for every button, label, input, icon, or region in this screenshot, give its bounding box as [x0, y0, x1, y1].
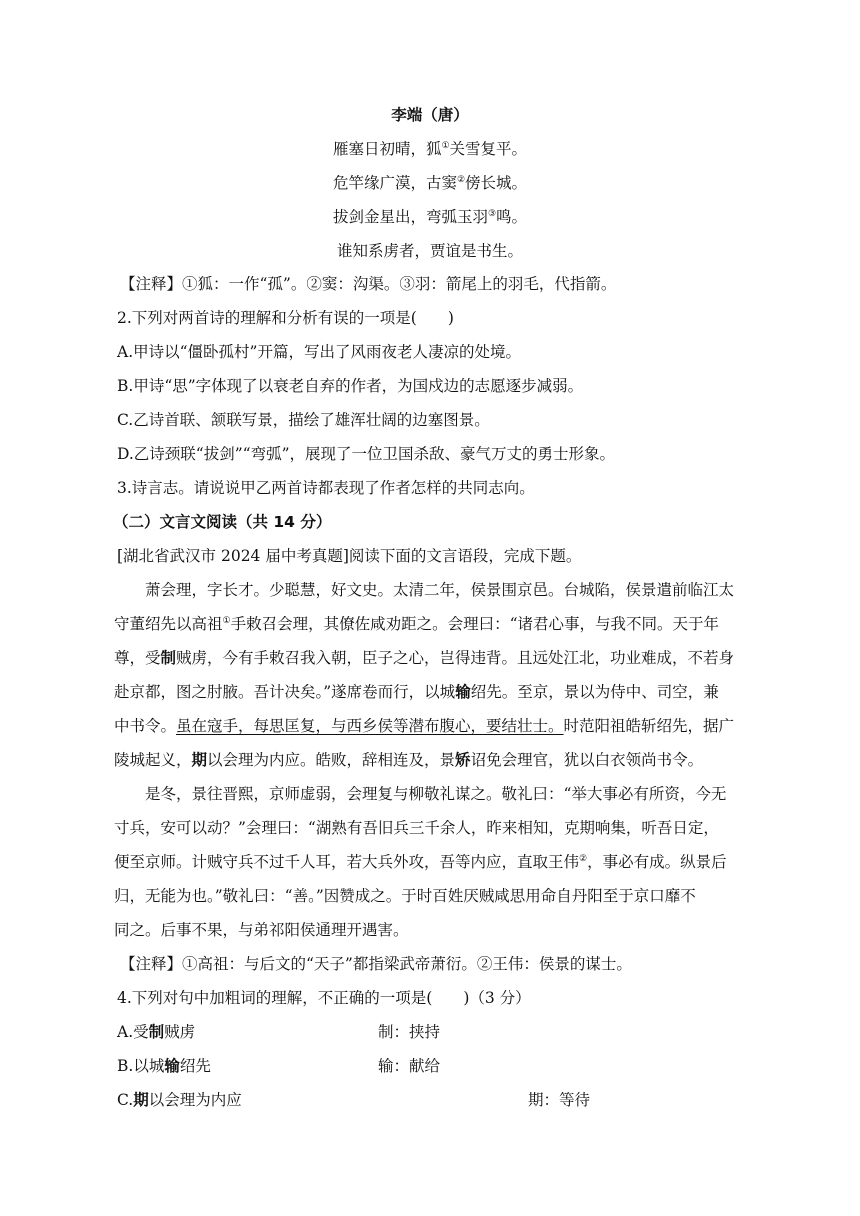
poem-line-1-a: 雁塞日初晴，狐 — [332, 140, 442, 158]
bold-word: 制 — [148, 1023, 165, 1041]
poem-note: 【注释】①狐：一作“孤”。②窦：沟渠。③羽：箭尾上的羽毛，代指箭。 — [120, 275, 617, 293]
text-span: 便至京师。计贼守兵不过千人耳，若大兵外攻，吾等内应，直取王伟 — [114, 853, 580, 871]
poem-line-3 — [0, 206, 860, 228]
passage-note: 【注释】①高祖：与后文的“天子”都指梁武帝萧衍。②王伟：侯景的谋士。 — [120, 955, 632, 973]
question-2-stem: 2.下列对两首诗的理解和分析有误的一项是( ) — [117, 309, 454, 327]
question-2-option-d: D.乙诗颈联“拔剑”“弯弧”，展现了一位卫国杀敌、豪气万丈的勇士形象。 — [117, 445, 616, 463]
poem-line-3-a: 拔剑金星出，弯弧玉羽 — [332, 208, 488, 226]
question-4-option-c-gloss: 期：等待 — [528, 1091, 591, 1109]
question-4-option-a-gloss: 制：挟持 — [378, 1023, 441, 1041]
question-2-option-a: A.甲诗以“僵卧孤村”开篇，写出了风雨夜老人凄凉的处境。 — [117, 343, 521, 361]
text-span: 赴京都，图之肘腋。吾计决矣。”遂席卷而行，以城 — [114, 683, 456, 701]
poem-line-2 — [0, 172, 860, 194]
text-span: 以会理为内应 — [148, 1091, 242, 1109]
poem-line-2-a: 危竿缘广漠，古窦 — [332, 174, 457, 192]
footnote-marker: ③ — [487, 209, 497, 219]
bold-word: 矫 — [455, 751, 471, 769]
passage-p1-line-2 — [114, 613, 719, 635]
source-note: [湖北省武汉市 2024 届中考真题]阅读下面的文言语段，完成下题。 — [117, 547, 582, 565]
text-span: 守董绍先以高祖 — [114, 615, 223, 633]
text-span: A.受 — [117, 1023, 149, 1041]
question-3-stem: 3.诗言志。请说说甲乙两首诗都表现了作者怎样的共同志向。 — [117, 479, 535, 497]
passage-p2-line-4: 归，无能为也。”敬礼曰：“善。”因赞成之。于时百姓厌贼咸思用命自丹阳至于京口靡不 — [114, 887, 696, 905]
footnote-marker: ① — [222, 616, 231, 626]
text-span: 尊，受 — [114, 649, 161, 667]
text-span: 绍先。至京，景以为侍中、司空，兼 — [470, 683, 719, 701]
question-2-option-b: B.甲诗“思”字体现了以衰老自弃的作者，为国戍边的志愿逐步减弱。 — [117, 377, 584, 395]
text-span: 时范阳祖皓斩绍先，据广 — [563, 717, 735, 735]
text-span: 以会理为内应。皓败，辞相连及，景 — [207, 751, 456, 769]
text-span: B.以城 — [117, 1057, 165, 1075]
text-span: 手敕召会理，其僚佐咸劝距之。会理曰：“诸君心事，与我不同。天于年 — [230, 615, 720, 633]
question-2-option-c: C.乙诗首联、颔联写景，描绘了雄浑壮阔的边塞图景。 — [117, 411, 490, 429]
question-4-option-a — [117, 1021, 195, 1043]
passage-p1-line-4 — [114, 681, 719, 703]
footnote-marker: ② — [456, 175, 466, 185]
passage-p1-line-5 — [114, 715, 734, 737]
text-span: 贼虏，今有手敕召我入朝，臣子之心，岂得违背。且远处江北，功业难成，不若身 — [176, 649, 735, 667]
question-4-option-b-gloss: 输：献给 — [378, 1057, 441, 1075]
passage-p2-line-1: 是冬，景往晋熙，京师虚弱，会理复与柳敬礼谋之。敬礼曰：“举大事必有所资，今无 — [145, 785, 727, 803]
underlined-sentence: 虽在寇手，每思匡复，与西乡侯等潜布腹心，要结壮士。 — [176, 717, 564, 735]
footnote-marker: ② — [579, 854, 588, 864]
poem-line-1 — [0, 138, 860, 160]
poem-line-1-b: 关雪复平。 — [449, 140, 528, 158]
passage-p2-line-5: 同之。后事不果，与弟祁阳侯通理开遇害。 — [114, 921, 409, 939]
passage-p2-line-3 — [114, 851, 727, 873]
text-span: 诏免会理官，犹以白衣领尚书令。 — [470, 751, 704, 769]
question-4-option-c — [117, 1089, 242, 1111]
text-span: 贼虏 — [164, 1023, 196, 1041]
passage-p1-line-3 — [114, 647, 734, 669]
poem-title: 李端（唐） — [391, 106, 469, 124]
text-span: ，事必有成。纵景后 — [587, 853, 727, 871]
bold-word: 制 — [160, 649, 177, 667]
question-4-option-b — [117, 1055, 211, 1077]
bold-word: 期 — [133, 1091, 149, 1109]
poem-line-2-b: 傍长城。 — [465, 174, 528, 192]
bold-word: 输 — [455, 683, 471, 701]
bold-word: 输 — [164, 1057, 180, 1075]
poem-line-3-b: 鸣。 — [496, 208, 528, 226]
passage-p1-line-6 — [114, 749, 703, 771]
text-span: 中书令。 — [114, 717, 177, 735]
question-4-stem: 4.下列对句中加粗词的理解，不正确的一项是( )（3 分） — [117, 989, 531, 1007]
section-heading: （二）文言文阅读（共 14 分） — [113, 513, 332, 531]
footnote-marker: ① — [441, 141, 450, 151]
poem-line-4: 谁知系虏者，贾谊是书生。 — [336, 242, 523, 260]
passage-p1-line-1: 萧会理，字长才。少聪慧，好文史。太清二年，侯景围京邑。台城陷，侯景遣前临江太 — [145, 581, 735, 599]
text-span: C. — [117, 1091, 134, 1109]
bold-word: 期 — [191, 751, 208, 769]
passage-p2-line-2: 寸兵，安可以动？”会理曰：“湖熟有吾旧兵三千余人，昨来相知，克期响集，听吾日定， — [114, 819, 719, 837]
text-span: 陵城起义， — [114, 751, 192, 769]
text-span: 绍先 — [179, 1057, 211, 1075]
